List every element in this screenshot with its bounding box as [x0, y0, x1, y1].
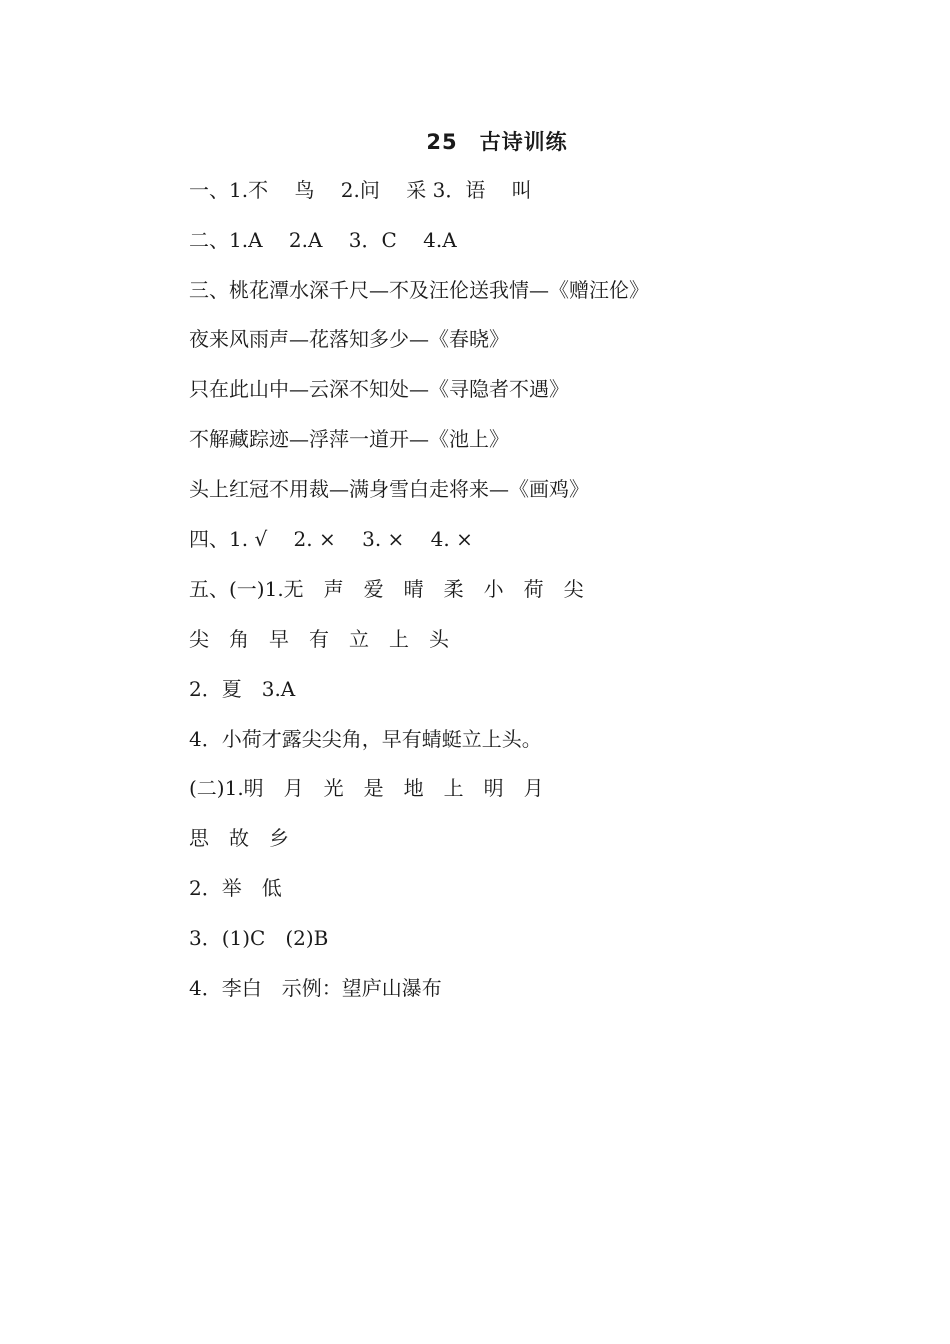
answer-line-4: 夜来风雨声—花落知多少—《春晓》 — [189, 327, 509, 351]
answer-line-6: 不解藏踪迹—浮萍一道开—《池上》 — [189, 427, 509, 451]
answer-line-9: 五、(一)1.无 声 爱 晴 柔 小 荷 尖 — [189, 577, 584, 601]
answer-line-14: 思 故 乡 — [189, 826, 289, 850]
answer-line-15: 2．举 低 — [189, 876, 282, 900]
answer-line-3: 三、桃花潭水深千尺—不及汪伦送我情—《赠汪伦》 — [189, 278, 649, 302]
answer-line-17: 4．李白 示例：望庐山瀑布 — [189, 976, 442, 1000]
page-title: 25 古诗训练 — [426, 130, 568, 154]
answer-line-7: 头上红冠不用裁—满身雪白走将来—《画鸡》 — [189, 477, 589, 501]
answer-line-1: 一、1.不 鸟 2.问 采 3．语 叫 — [189, 178, 532, 202]
answer-line-12: 4．小荷才露尖尖角，早有蜻蜓立上头。 — [189, 727, 542, 751]
answer-line-5: 只在此山中—云深不知处—《寻隐者不遇》 — [189, 377, 569, 401]
answer-line-2: 二、1.A 2.A 3．C 4.A — [189, 228, 457, 252]
answer-line-13: (二)1.明 月 光 是 地 上 明 月 — [189, 776, 544, 800]
answer-line-16: 3．(1)C (2)B — [189, 926, 329, 950]
answer-line-8: 四、1. √ 2. × 3. × 4. × — [189, 527, 473, 551]
answer-line-11: 2．夏 3.A — [189, 677, 296, 701]
answer-line-10: 尖 角 早 有 立 上 头 — [189, 627, 449, 651]
